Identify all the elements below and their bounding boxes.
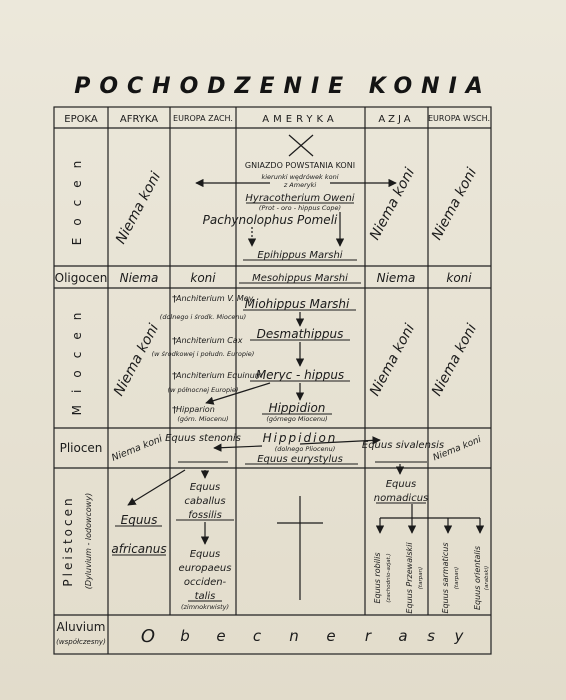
aluvium-row [141,626,465,647]
dagger-icon: † [172,336,177,347]
pleistocene-row [111,464,490,614]
mesohippus: Mesohippus Marshi [252,273,348,284]
obecne-letter-2: e [216,627,226,645]
hipparion-note: (górn. Miocenu) [177,415,229,423]
kierunki-label: kierunki wędrówek koni [261,173,339,181]
rasy-letter-1: a [398,627,408,645]
equus-eurystylus: Equus eurystylus [257,454,343,465]
header-afryka: AFRYKA [119,114,159,125]
equus-sarmaticus: Equus sarmaticus [441,542,450,614]
epihippus: Epihippus Marshi [257,250,343,261]
equus-sarmaticus-note: (tarpan) [454,566,460,590]
equus-nomadicus-line1: Equus [385,479,417,490]
equus-przewalskii-note: (tarpan) [418,566,424,590]
header-europa-zach: EUROPA ZACH. [173,114,233,123]
eocene-afryka-niema-koni: Niema koni [112,169,165,247]
protorohippus: (Prot - oro - hippus Cope) [258,204,342,212]
epoch-eocen: Eocen [70,148,84,246]
equus-caballus-line1: Equus [189,482,221,493]
equus-europaeus-line2: europaeus [178,563,232,574]
eocene-azja-niema-koni: Niema koni [366,165,419,243]
hippidion-miocene: Hippidion [268,401,326,415]
anchiterium-1-note: (dolnego i środk. Miocenu) [159,313,247,321]
oligocene-afryka: Niema [119,271,159,285]
equus-caballus-line3: fossilis [188,510,222,521]
hippidion-pliocene-note: (dolnego Pliocenu) [274,445,336,453]
rasy-letter-0: r [364,627,372,645]
equus-africanus-line1: Equus [120,513,158,527]
hippidion-pliocene: Hippidion [262,431,338,445]
pliocene-row [110,431,483,465]
header-azja: AZJA [378,114,414,125]
hyracotherium: Hyracotherium Oweni [245,193,355,204]
epoch-aluvium: Aluvium [56,620,106,634]
equus-przewalskii: Equus Przewalskii [405,542,414,614]
pliocene-afryka-niema-koni: Niema koni [110,433,165,464]
epoch-aluvium-sub: (współczesny) [56,638,106,646]
equus-nomadicus-line2: nomadicus [373,493,429,504]
page-title: POCHODZENIE KONIA [74,74,492,99]
rasy-letter-2: s [427,627,435,645]
equus-europaeus-note: (zimnokrwisty) [180,603,230,611]
pachynolophus: Pachynolophus Pomeli [202,213,338,227]
equus-robilis: Equus robilis [373,552,382,604]
epoch-labels [55,149,108,646]
anchiterium-2: Anchiterium Cax [176,336,243,345]
obecne-letter-1: b [180,627,190,645]
miocene-row [111,294,480,423]
equus-europaeus-line4: talis [194,591,216,602]
eocene-row [113,135,480,261]
header-row [64,114,490,125]
z-ameryki-label: z Ameryki [283,181,317,189]
anchiterium-1: Anchiterium V. Mey [176,294,254,303]
epoch-miocen: Miocen [70,300,84,416]
obecne-letter-4: n [289,627,299,645]
rasy-letter-3: y [454,627,464,645]
equus-caballus-line2: caballus [184,496,226,507]
dagger-icon: † [172,371,177,382]
oligocene-europa-zach: koni [190,271,216,285]
gniazdo-label: GNIAZDO POWSTANIA KONI [244,161,356,170]
epoch-pliocen: Pliocen [59,441,103,455]
arrow-to-africanus [128,470,185,505]
hippidion-miocene-note: (górnego Miocenu) [266,415,328,423]
equus-orientalis: Equus orientalis [473,545,482,611]
equus-europaeus-line1: Equus [189,549,221,560]
miocene-europa-wsch-niema-koni: Niema koni [428,321,481,399]
anchiterium-2-note: (w środkowej i połudn. Europie) [151,350,255,358]
merychippus: Meryc - hippus [255,368,345,382]
oligocene-europa-wsch: koni [446,271,472,285]
oligocene-row [120,271,473,285]
dagger-icon: † [172,405,177,416]
pliocene-europa-wsch-niema-koni: Niema koni [431,434,483,464]
oligocene-azja: Niema [376,271,416,285]
hipparion: Hipparion [176,405,215,414]
header-epoka: EPOKA [64,114,98,125]
epoch-pleistocen-sub: (Dyluvium - lodowcowy) [84,492,93,590]
eocene-europa-wsch-niema-koni: Niema koni [428,165,481,243]
miocene-afryka-niema-koni: Niema koni [110,321,163,399]
obecne-letter-3: c [252,627,262,645]
miocene-azja-niema-koni: Niema koni [366,321,419,399]
header-ameryka: AMERYKA [262,114,338,125]
header-europa-wsch: EUROPA WSCH. [427,114,491,123]
equus-orientalis-note: (arabski) [484,565,490,591]
desmathippus: Desmathippus [256,327,344,341]
equus-robilis-note: (zachodnio-azjat.) [386,553,392,603]
epoch-pleistocen: Pleistocen [61,495,75,587]
equus-stenonis-1: Equus stenonis [165,433,241,444]
epoch-oligocen: Oligocen [54,271,108,285]
anchiterium-3: Anchiterium Equinum [176,371,263,380]
equus-sivalensis: Equus sivalensis [361,440,445,451]
miohippus: Miohippus Marshi [244,297,350,311]
anchiterium-3-note: (w północnej Europie) [167,386,239,394]
equus-europaeus-line3: occiden- [183,577,227,588]
equus-africanus-line2: africanus [111,542,167,556]
obecne-letter-0: O [140,626,156,647]
arrow-to-stenonis [214,446,262,448]
dagger-icon: † [172,294,177,305]
obecne-letter-5: e [326,627,336,645]
